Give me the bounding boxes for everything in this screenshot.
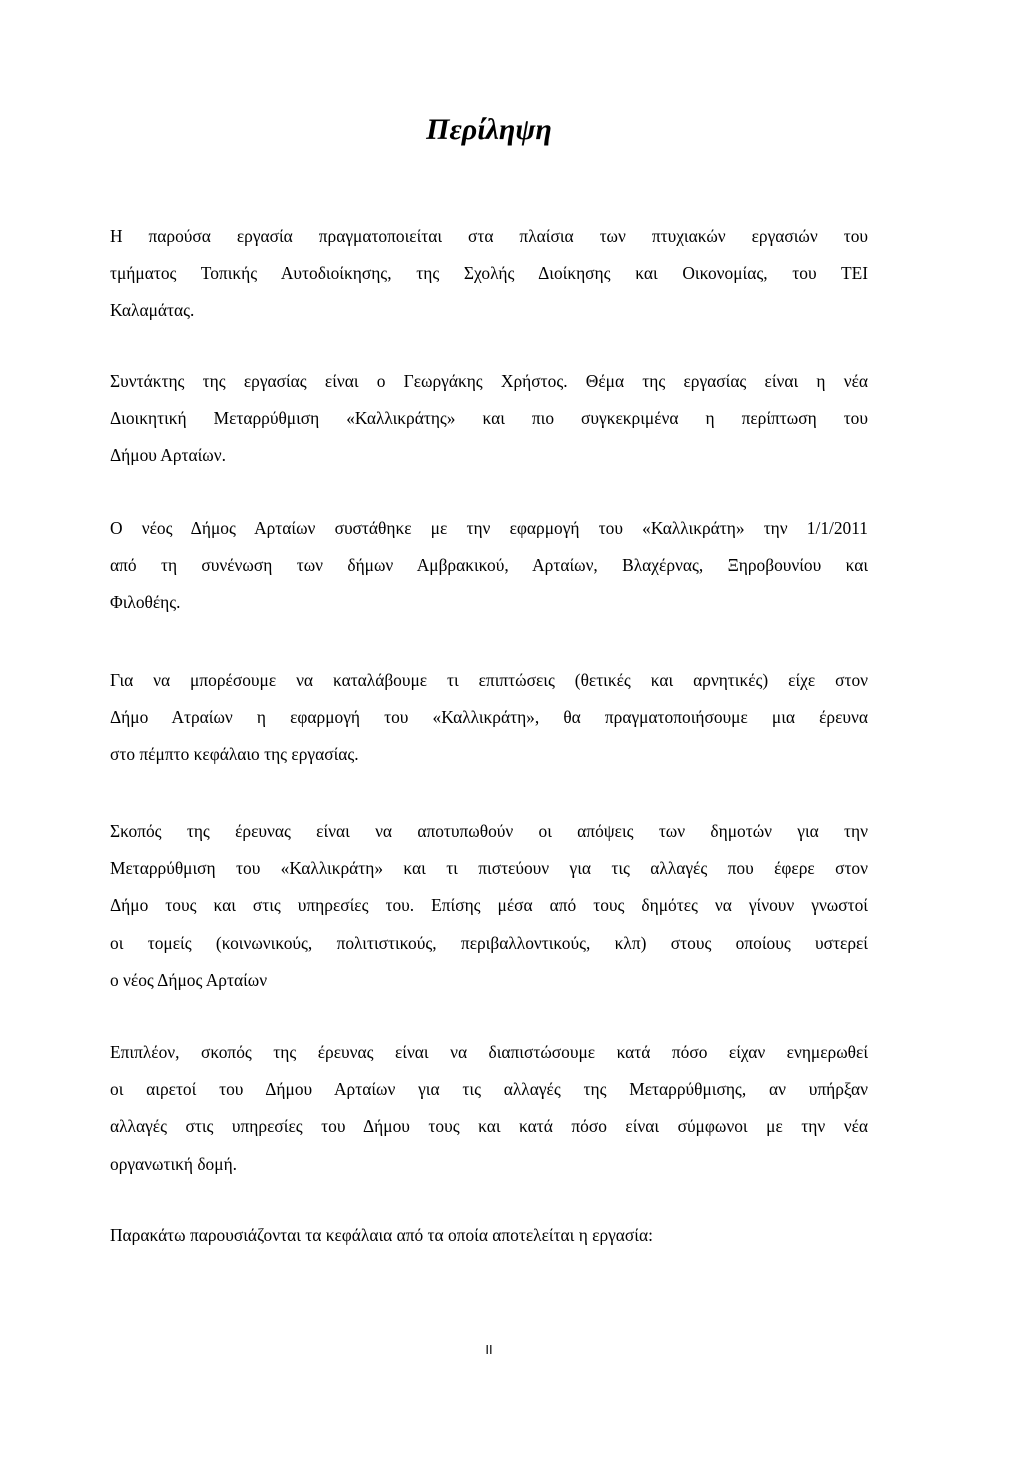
paragraph-line: Επιπλέον, σκοπός της έρευνας είναι να διαπιστώσουμε κατά πόσο είχαν ενημερωθεί [110, 1042, 868, 1062]
paragraph-1 [110, 218, 868, 330]
paragraph-line: Διοικητική Μεταρρύθμιση «Καλλικράτης» και πιο συγκεκριμένα η περίπτωση του [110, 408, 868, 429]
paragraph-line: στο πέμπτο κεφάλαιο της εργασίας. [110, 744, 359, 765]
paragraph-3 [110, 510, 868, 622]
page-title: Περίληψη [426, 113, 552, 146]
paragraph-line: Φιλοθέης. [110, 592, 181, 613]
paragraph-line: από τη συνένωση των δήμων Αμβρακικού, Αρταίων, Βλαχέρνας, Ξηροβουνίου και [110, 555, 868, 576]
paragraph-line: Δήμο τους και στις υπηρεσίες του. Επίσης μέσα από τους δημότες να γίνουν γνωστοί [110, 895, 868, 916]
paragraph-line: Συντάκτης της εργασίας είναι ο Γεωργάκης Χρήστος. Θέμα της εργασίας είναι η νέα [110, 371, 868, 391]
paragraph-line: Δήμου Αρταίων. [110, 445, 226, 466]
paragraph-6 [110, 1034, 868, 1183]
paragraph-line: Η παρούσα εργασία πραγματοποιείται στα πλαίσια των πτυχιακών εργασιών του [110, 226, 868, 246]
paragraph-line: οι αιρετοί του Δήμου Αρταίων για τις αλλαγές της Μεταρρύθμισης, αν υπήρξαν [110, 1079, 868, 1100]
paragraph-4 [110, 662, 868, 774]
paragraph-line: οργανωτική δομή. [110, 1153, 238, 1174]
paragraph-line: Παρακάτω παρουσιάζονται τα κεφάλαια από τα οποία αποτελείται η εργασία: [110, 1225, 653, 1245]
paragraph-line: ο νέος Δήμος Αρταίων [110, 969, 268, 990]
paragraph-5 [110, 813, 868, 999]
paragraph-line: Μεταρρύθμιση του «Καλλικράτη» και τι πιστεύουν για τις αλλαγές που έφερε στον [110, 858, 868, 879]
paragraph-line: οι τομείς (κοινωνικούς, πολιτιστικούς, περιβαλλοντικούς, κλπ) στους οποίους υστερεί [110, 932, 868, 953]
paragraph-line: Σκοπός της έρευνας είναι να αποτυπωθούν οι απόψεις των δημοτών για την [110, 821, 868, 841]
paragraph-2 [110, 363, 868, 475]
paragraph-line: Για να μπορέσουμε να καταλάβουμε τι επιπτώσεις (θετικές και αρνητικές) είχε στον [110, 670, 868, 690]
paragraph-line: τμήματος Τοπικής Αυτοδιοίκησης, της Σχολής Διοίκησης και Οικονομίας, του ΤΕΙ [110, 263, 868, 284]
paragraph-line: Δήμο Ατραίων η εφαρμογή του «Καλλικράτη», θα πραγματοποιήσουμε μια έρευνα [110, 707, 868, 728]
paragraph-line: αλλαγές στις υπηρεσίες του Δήμου τους και κατά πόσο είναι σύμφωνοι με την νέα [110, 1116, 868, 1137]
paragraph-7 [110, 1217, 868, 1254]
page-number: ΙΙ [485, 1342, 493, 1357]
paragraph-line: Ο νέος Δήμος Αρταίων συστάθηκε με την εφαρμογή του «Καλλικράτη» την 1/1/2011 [110, 518, 868, 538]
paragraph-line: Καλαμάτας. [110, 300, 195, 321]
